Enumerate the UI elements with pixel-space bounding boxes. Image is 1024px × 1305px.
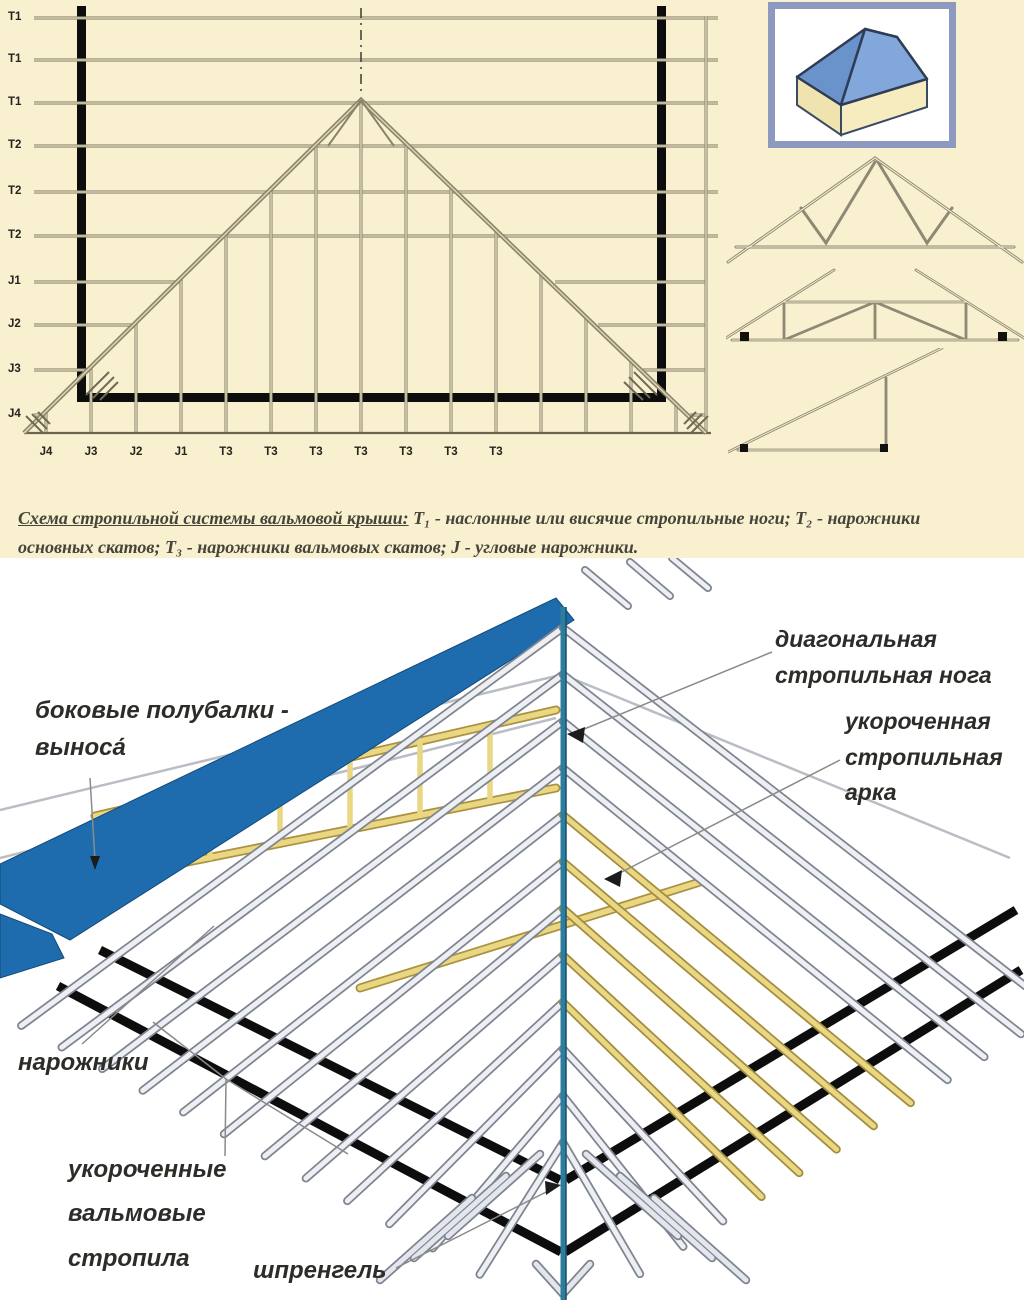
- label-diagonal-rafter-leg: [775, 622, 992, 693]
- left-axis-label: J1: [8, 275, 21, 287]
- label-short-hip-rafters: [68, 1148, 226, 1281]
- label-line: стропила: [68, 1244, 190, 1272]
- left-axis-label: T1: [8, 53, 22, 65]
- label-line: стропильная: [845, 743, 1003, 770]
- label-sprengel: [253, 1252, 387, 1289]
- label-jack-rafters: [18, 1044, 149, 1081]
- truss-diagram-collar: [726, 268, 1024, 360]
- label-line: стропильная нога: [775, 661, 992, 688]
- truss-diagram-main: [726, 150, 1024, 270]
- bottom-axis-label: T3: [264, 446, 278, 458]
- label-line: боковые полубалки -: [35, 697, 289, 724]
- label-line: нарожники: [18, 1049, 149, 1076]
- truss-diagram-corner: [728, 348, 974, 460]
- plan-axis-labels: [0, 0, 724, 470]
- left-axis-label: T2: [8, 185, 22, 197]
- label-line: арка: [845, 779, 897, 806]
- label-line: вальмовые: [68, 1200, 206, 1228]
- hip-roof-house-icon: [775, 9, 949, 141]
- bottom-axis-label: T3: [399, 446, 413, 458]
- caption-body: Т₁ - наслонные или висячие стропильные ноги; Т₂ - нарожники основных скатов; Т₃ - нарожники вальмовых скатов; J - угловые нарожники.: [18, 508, 921, 558]
- figure-caption: [18, 504, 953, 562]
- rafter-line: [347, 1002, 563, 1201]
- bottom-axis-label: T3: [219, 446, 233, 458]
- left-axis-label: J4: [8, 408, 21, 420]
- rafter-line: [563, 768, 947, 1080]
- rafter-line: [265, 909, 563, 1157]
- left-axis-label: T2: [8, 139, 22, 151]
- left-axis-label: T2: [8, 229, 22, 241]
- plan-schematic: [0, 0, 724, 470]
- label-line: шпренгель: [253, 1257, 387, 1284]
- label-line: диагональная: [775, 626, 937, 652]
- rafter-line: [563, 909, 837, 1150]
- bottom-axis-label: J2: [129, 446, 143, 458]
- bottom-axis-label: T3: [354, 446, 368, 458]
- rafter-plan-panel: [0, 0, 1024, 558]
- bottom-axis-label: T3: [489, 446, 503, 458]
- bottom-axis-label: J3: [84, 446, 98, 458]
- left-axis-label: T1: [8, 11, 22, 23]
- hip-rafter-teal-line: [563, 607, 566, 1300]
- label-shortened-rafter-arch: [845, 704, 1003, 811]
- bottom-axis-label: T3: [309, 446, 323, 458]
- left-axis-label: T1: [8, 96, 22, 108]
- bottom-axis-label: J1: [174, 446, 188, 458]
- caption-title: Схема стропильной системы вальмовой крыши:: [18, 508, 409, 528]
- house-thumbnail: [768, 2, 956, 148]
- apex-stub-rafters: [585, 558, 708, 606]
- left-axis-label: J3: [8, 363, 21, 375]
- label-line: укороченные: [68, 1156, 227, 1183]
- label-line: укороченная: [845, 708, 991, 734]
- isometric-roof-panel: [0, 558, 1024, 1300]
- bottom-axis-label: T3: [444, 446, 458, 458]
- label-side-half-beams: [35, 692, 289, 766]
- label-line: выноса́: [35, 734, 126, 762]
- left-axis-label: J2: [8, 318, 21, 330]
- bottom-axis-label: J4: [39, 446, 53, 458]
